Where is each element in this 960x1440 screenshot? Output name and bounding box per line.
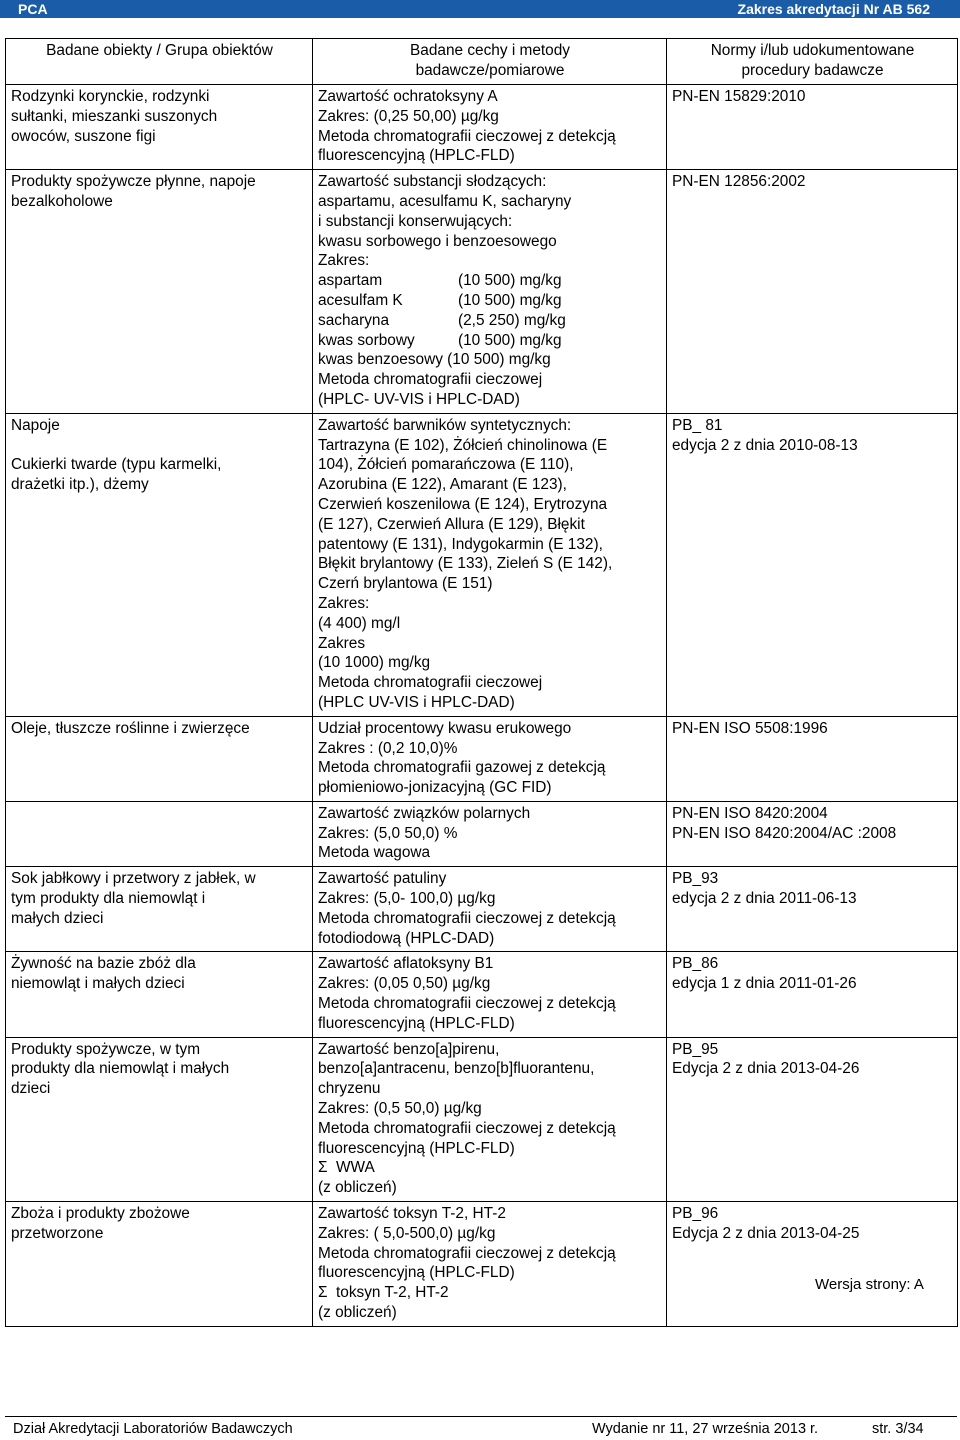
method-cell: Zawartość aflatoksyny B1 Zakres: (0,05 0,50) µg/kg Metoda chromatografii cieczowej z detekcją fluorescencyjną (HPLC-FLD)	[313, 952, 667, 1037]
table-row	[6, 85, 958, 170]
object-cell: Oleje, tłuszcze roślinne i zwierzęce	[6, 716, 313, 801]
col-header-norms: Normy i/lub udokumentowane procedury badawcze	[667, 39, 958, 85]
norm-cell: PN-EN ISO 8420:2004 PN-EN ISO 8420:2004/AC :2008	[667, 801, 958, 866]
sigma-icon: Σ	[318, 1284, 328, 1302]
method-cell: Zawartość benzo[a]pirenu, benzo[a]antracenu, benzo[b]fluorantenu, chryzenu Zakres: (0,5 50,0) µg/kg Metoda chromatografii cieczowej z detekcją fluorescencyjną (HPLC-FLD) Σ WWA (z obliczeń)	[313, 1037, 667, 1201]
page-version: Wersja strony: A	[815, 1276, 924, 1293]
sum-line: Σ toksyn T-2, HT-2	[318, 1284, 449, 1302]
col-header-methods: Badane cechy i metody badawcze/pomiarowe	[313, 39, 667, 85]
footer-divider	[5, 1416, 957, 1417]
range-row: sacharyna (2,5 250) mg/kg	[318, 311, 566, 329]
norm-cell: PN-EN ISO 5508:1996	[667, 716, 958, 801]
table-row	[6, 413, 958, 716]
table-row	[6, 1037, 958, 1201]
norm-cell: PB_ 81 edycja 2 z dnia 2010-08-13	[667, 413, 958, 716]
norm-cell: PB_95 Edycja 2 z dnia 2013-04-26	[667, 1037, 958, 1201]
table-row	[6, 170, 958, 414]
table-row	[6, 801, 958, 866]
object-cell: Rodzynki korynckie, rodzynki sułtanki, mieszanki suszonych owoców, suszone figi	[6, 85, 313, 170]
header-org: PCA	[18, 1, 48, 17]
method-cell: Udział procentowy kwasu erukowego Zakres : (0,2 10,0)% Metoda chromatografii gazowej z detekcją płomieniowo-jonizacyjną (GC FID)	[313, 716, 667, 801]
object-cell: Żywność na bazie zbóż dla niemowląt i małych dzieci	[6, 952, 313, 1037]
method-cell: Zawartość ochratoksyny A Zakres: (0,25 50,00) µg/kg Metoda chromatografii cieczowej z detekcją fluorescencyjną (HPLC-FLD)	[313, 85, 667, 170]
table-row	[6, 1202, 958, 1327]
norm-cell: PB_86 edycja 1 z dnia 2011-01-26	[667, 952, 958, 1037]
footer-page-number: str. 3/34	[872, 1421, 924, 1437]
accreditation-table	[5, 38, 958, 1327]
sum-line: Σ WWA	[318, 1159, 375, 1177]
method-cell: Zawartość barwników syntetycznych: Tartrazyna (E 102), Żółcień chinolinowa (E 104), Żółcień pomarańczowa (E 110), Azorubina (E 122), Amarant (E 123), Czerwień koszenilowa (E 124), Erytrozyna (E 127), Czerwień Allura (E 129), Błękit patentowy (E 131), Indygokarmin (E 132), Błękit brylantowy (E 133), Zieleń S (E 142), Czerń brylantowa (E 151) Zakres: (4 400) mg/l Zakres (10 1000) mg/kg Metoda chromatografii cieczowej (HPLC UV-VIS i HPLC-DAD)	[313, 413, 667, 716]
object-cell: Produkty spożywcze płynne, napoje bezalkoholowe	[6, 170, 313, 414]
range-row: aspartam (10 500) mg/kg	[318, 272, 562, 290]
top-header-bar	[0, 0, 960, 18]
norm-cell: PB_93 edycja 2 z dnia 2011-06-13	[667, 867, 958, 952]
object-cell: Sok jabłkowy i przetwory z jabłek, w tym produkty dla niemowląt i małych dzieci	[6, 867, 313, 952]
object-cell	[6, 801, 313, 866]
sigma-icon: Σ	[318, 1159, 328, 1177]
footer-department: Dział Akredytacji Laboratoriów Badawczych	[13, 1421, 293, 1437]
norm-cell: PN-EN 12856:2002	[667, 170, 958, 414]
footer-edition: Wydanie nr 11, 27 września 2013 r.	[592, 1421, 819, 1437]
norm-cell: PN-EN 15829:2010	[667, 85, 958, 170]
method-cell: Zawartość toksyn T-2, HT-2 Zakres: ( 5,0-500,0) µg/kg Metoda chromatografii cieczowej z detekcją fluorescencyjną (HPLC-FLD) Σ toksyn T-2, HT-2 (z obliczeń)	[313, 1202, 667, 1327]
object-cell: Napoje Cukierki twarde (typu karmelki, drażetki itp.), dżemy	[6, 413, 313, 716]
range-row: kwas sorbowy (10 500) mg/kg	[318, 331, 562, 349]
range-row: acesulfam K (10 500) mg/kg	[318, 291, 562, 309]
col-header-objects: Badane obiekty / Grupa obiektów	[6, 39, 313, 85]
table-row	[6, 716, 958, 801]
header-title: Zakres akredytacji Nr AB 562	[737, 1, 930, 17]
table-header-row	[6, 39, 958, 85]
object-cell: Zboża i produkty zbożowe przetworzone	[6, 1202, 313, 1327]
method-cell: Zawartość substancji słodzących: aspartamu, acesulfamu K, sacharyny i substancji konserwujących: kwasu sorbowego i benzoesowego Zakres: aspartam (10 500) mg/kg acesulfam K (10 500) mg/kg sacharyna (2,5 250) mg/kg kwas sorbowy (10 500) mg/kg kwas benzoesowy (10 500) mg/kg Metoda chromatografii cieczowej (HPLC- UV-VIS i HPLC-DAD)	[313, 170, 667, 414]
table-row	[6, 867, 958, 952]
method-cell: Zawartość patuliny Zakres: (5,0- 100,0) µg/kg Metoda chromatografii cieczowej z detekcją fotodiodową (HPLC-DAD)	[313, 867, 667, 952]
object-cell: Produkty spożywcze, w tym produkty dla niemowląt i małych dzieci	[6, 1037, 313, 1201]
table-row	[6, 952, 958, 1037]
norm-cell: PB_96 Edycja 2 z dnia 2013-04-25	[667, 1202, 958, 1327]
method-cell: Zawartość związków polarnych Zakres: (5,0 50,0) % Metoda wagowa	[313, 801, 667, 866]
